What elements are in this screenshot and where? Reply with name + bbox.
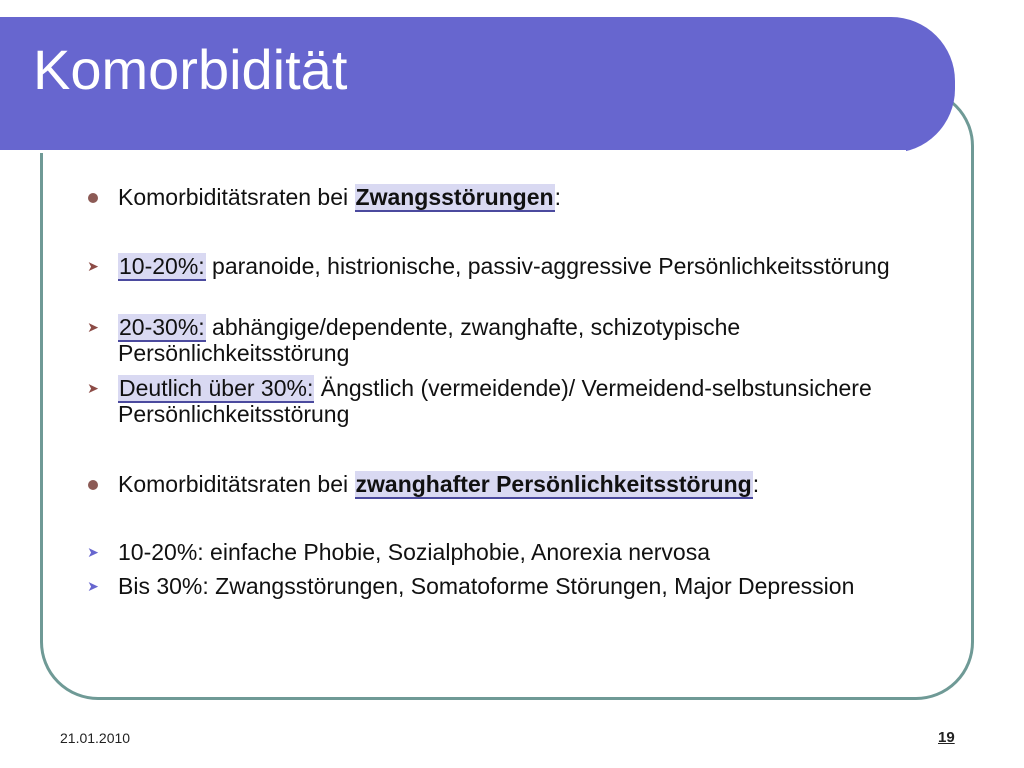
sub-item-text: Ängstlich (vermeidende)/ Vermeidend-selbstunsichere Persönlichkeitsstörung [118, 375, 872, 427]
sub-item-text: 10-20%: einfache Phobie, Sozialphobie, Anorexia nervosa [118, 539, 711, 565]
bullet-text: Komorbiditätsraten bei [118, 184, 355, 210]
bullet-suffix: : [752, 471, 760, 497]
arrow-right-icon: ➤ [87, 578, 99, 594]
bullet-zwanghafte-pers [118, 471, 908, 497]
slide-title: Komorbidität [33, 38, 348, 101]
sub-item-text: paranoide, histrionische, passiv-aggressive Persönlichkeitsstörung [205, 253, 890, 279]
arrow-right-icon: ➤ [87, 319, 99, 335]
bullet-suffix: : [554, 184, 561, 210]
bullet-highlight: zwanghafter Persönlichkeitsstörung [355, 471, 752, 497]
sub-item-bis-30 [87, 573, 908, 599]
bullet-dot-icon [81, 184, 105, 210]
arrow-right-icon: ➤ [87, 258, 99, 274]
bullet-zwangsstoerungen [118, 184, 908, 210]
bullet-dot-icon [81, 471, 105, 497]
bullet-highlight: Zwangsstörungen [355, 184, 554, 210]
sub-item-phobie [87, 539, 908, 565]
sub-item-text: Bis 30%: Zwangsstörungen, Somatoforme Störungen, Major Depression [118, 573, 855, 599]
arrow-right-icon: ➤ [87, 544, 99, 560]
sub-item-text: abhängige/dependente, zwanghafte, schizotypische Persönlichkeitsstörung [118, 314, 741, 366]
sub-item-10-20 [87, 253, 908, 279]
bullet-text: Komorbiditätsraten bei [118, 471, 355, 497]
sub-item-ueber-30 [87, 375, 908, 427]
page-number: 19 [938, 729, 955, 746]
sub-item-highlight: Deutlich über 30%: [119, 375, 314, 401]
sub-item-highlight: 20-30%: [119, 314, 205, 340]
sub-item-20-30 [87, 314, 908, 366]
footer-date: 21.01.2010 [60, 730, 131, 746]
arrow-right-icon: ➤ [87, 380, 99, 396]
title-underline [0, 150, 906, 153]
sub-item-highlight: 10-20%: [119, 253, 205, 279]
